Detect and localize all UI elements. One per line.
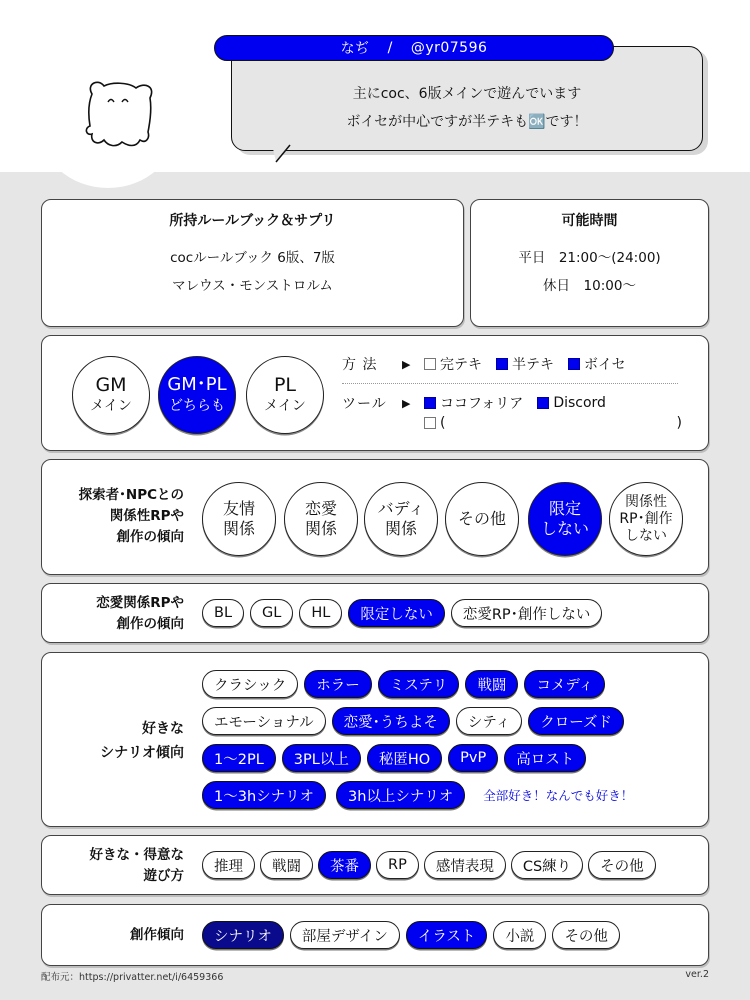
creation-option[interactable]: イラスト bbox=[406, 921, 488, 949]
scenario-card bbox=[41, 652, 709, 827]
role-option-sublabel: どちらも bbox=[169, 398, 225, 414]
relationship-option-romance[interactable] bbox=[284, 482, 358, 556]
tool-option-label: ココフォリア bbox=[440, 396, 524, 412]
scenario-option[interactable]: 1〜3hシナリオ bbox=[202, 781, 326, 809]
bio-line-2: ボイセが中心ですが半テキも🆗です！ bbox=[346, 113, 588, 130]
tools-other-row[interactable] bbox=[424, 415, 682, 431]
option-line: バディ bbox=[377, 499, 425, 518]
relationship-option-other[interactable] bbox=[445, 482, 519, 556]
checkbox-empty-icon bbox=[424, 417, 436, 429]
relationship-option-buddy[interactable] bbox=[364, 482, 438, 556]
method-row bbox=[342, 354, 640, 374]
romance-label bbox=[42, 593, 184, 635]
method-option-label: 完テキ bbox=[440, 357, 482, 373]
scenario-option[interactable]: 秘匿HO bbox=[367, 744, 442, 772]
method-option-label: 半テキ bbox=[512, 357, 554, 373]
rulebooks-title: 所持ルールブック＆サプリ bbox=[169, 213, 336, 229]
scenario-option[interactable]: エモーショナル bbox=[202, 707, 326, 735]
role-option-label: PL bbox=[273, 374, 297, 396]
label-line: 創作の傾向 bbox=[116, 616, 184, 632]
profile-handle: @yr07596 bbox=[410, 40, 488, 56]
profile-separator: / bbox=[387, 40, 393, 56]
scenario-option[interactable]: シティ bbox=[456, 707, 522, 735]
divider bbox=[342, 383, 678, 384]
profile-name-bar bbox=[214, 35, 614, 61]
bio-line-1: 主にcoc、6版メインで遊んでいます bbox=[352, 85, 582, 102]
playstyle-option[interactable]: 推理 bbox=[202, 851, 255, 879]
scenario-option[interactable]: コメディ bbox=[524, 670, 605, 698]
romance-option-none[interactable]: 恋愛RP･創作しない bbox=[451, 599, 603, 627]
checkbox-empty-icon bbox=[424, 358, 436, 370]
scenario-option[interactable]: 3PL以上 bbox=[282, 744, 361, 772]
relationship-card bbox=[41, 459, 709, 575]
option-line: その他 bbox=[457, 509, 506, 528]
role-option-gm[interactable] bbox=[72, 356, 150, 434]
scenario-option[interactable]: 高ロスト bbox=[504, 744, 586, 772]
role-card bbox=[41, 335, 709, 451]
scenario-option[interactable]: PvP bbox=[448, 744, 498, 772]
role-option-label: GM bbox=[95, 374, 127, 396]
scenario-note: 全部好き！なんでも好き！ bbox=[483, 788, 634, 803]
romance-option-gl[interactable]: GL bbox=[250, 599, 293, 627]
creation-option[interactable]: その他 bbox=[552, 921, 620, 949]
label-line: 好きな・得意な bbox=[89, 847, 184, 863]
romance-option-bl[interactable]: BL bbox=[202, 599, 244, 627]
option-line: しない bbox=[625, 527, 667, 544]
playstyle-option[interactable]: CS練り bbox=[511, 851, 583, 879]
role-option-pl[interactable] bbox=[246, 356, 324, 434]
checkbox-checked-icon bbox=[496, 358, 508, 370]
scenario-option[interactable]: 戦闘 bbox=[465, 670, 518, 698]
creation-option[interactable]: 小説 bbox=[493, 921, 546, 949]
relationship-option-unlimited[interactable] bbox=[528, 482, 602, 556]
option-line: 友情 bbox=[222, 499, 255, 518]
creation-option[interactable]: シナリオ bbox=[202, 921, 284, 949]
playstyle-option[interactable]: 戦闘 bbox=[260, 851, 313, 879]
label-line: 好きな bbox=[142, 721, 184, 737]
romance-card bbox=[41, 583, 709, 643]
romance-option-hl[interactable]: HL bbox=[299, 599, 342, 627]
option-line: 限定 bbox=[548, 499, 581, 518]
method-option-voice[interactable] bbox=[568, 354, 626, 374]
scenario-option[interactable]: 3h以上シナリオ bbox=[336, 781, 465, 809]
rulebook-item: マレウス・モンストロルム bbox=[172, 278, 333, 294]
arrow-right-icon: ▶ bbox=[402, 357, 411, 371]
tool-option-label: Discord bbox=[553, 395, 606, 411]
label-line: シナリオ傾向 bbox=[100, 745, 184, 761]
method-option-label: ボイセ bbox=[584, 357, 626, 373]
label-line: 遊び方 bbox=[143, 868, 184, 884]
role-option-sublabel: メイン bbox=[264, 398, 306, 414]
source-credit: 配布元：https://privatter.net/i/6459366 bbox=[41, 972, 224, 983]
checkbox-checked-icon bbox=[537, 397, 549, 409]
tools-other-open: ( bbox=[440, 415, 446, 431]
tools-label: ツール bbox=[342, 396, 387, 412]
version-label: ver.2 bbox=[685, 969, 709, 980]
creation-label: 創作傾向 bbox=[130, 927, 184, 943]
tool-option-ccfolia[interactable] bbox=[424, 393, 523, 413]
profile-name: なぢ bbox=[340, 41, 370, 57]
checkbox-checked-icon bbox=[424, 397, 436, 409]
label-line: 創作の傾向 bbox=[116, 529, 184, 545]
option-line: RP･創作 bbox=[619, 510, 673, 527]
creation-card bbox=[41, 904, 709, 966]
option-line: しない bbox=[540, 519, 589, 538]
creation-option[interactable]: 部屋デザイン bbox=[290, 921, 400, 949]
playstyle-card bbox=[41, 835, 709, 895]
tools-other-close: ) bbox=[676, 415, 682, 431]
scenario-option[interactable]: ホラー bbox=[304, 670, 372, 698]
scenario-label bbox=[42, 717, 184, 765]
scenario-option[interactable]: クラシック bbox=[202, 670, 298, 698]
playstyle-label bbox=[42, 845, 184, 887]
option-line: 関係 bbox=[384, 519, 417, 538]
relationship-option-none[interactable] bbox=[609, 482, 683, 556]
method-label: 方 法 bbox=[342, 357, 378, 373]
arrow-right-icon: ▶ bbox=[402, 396, 411, 410]
option-line: 関係性 bbox=[625, 493, 667, 510]
scenario-option[interactable]: 恋愛･うちよそ bbox=[332, 707, 450, 735]
weekday-time: 平日 21:00〜(24:00) bbox=[518, 250, 661, 266]
holiday-time: 休日 10:00〜 bbox=[543, 278, 636, 294]
role-option-sublabel: メイン bbox=[90, 398, 132, 414]
option-line: 関係 bbox=[304, 519, 337, 538]
option-line: 関係 bbox=[222, 519, 255, 538]
relationship-label bbox=[42, 485, 184, 548]
option-line: 恋愛 bbox=[304, 499, 337, 518]
checkbox-checked-icon bbox=[568, 358, 580, 370]
label-line: 恋愛関係RPや bbox=[96, 595, 184, 611]
playstyle-option[interactable]: 感情表現 bbox=[424, 851, 506, 879]
rulebooks-card bbox=[41, 199, 464, 327]
tool-option-discord[interactable] bbox=[537, 395, 606, 411]
method-option-full-text[interactable] bbox=[424, 354, 482, 374]
available-time-card bbox=[470, 199, 709, 327]
role-option-gm-pl[interactable] bbox=[158, 356, 236, 434]
playstyle-option[interactable]: その他 bbox=[588, 851, 656, 879]
ghost-avatar-icon bbox=[78, 74, 162, 158]
bubble-tail bbox=[268, 144, 298, 164]
available-time-title: 可能時間 bbox=[561, 213, 618, 229]
method-option-half-text[interactable] bbox=[496, 354, 554, 374]
scenario-option[interactable]: ミステリ bbox=[378, 670, 460, 698]
playstyle-option[interactable]: RP bbox=[376, 851, 419, 879]
rulebook-item: cocルールブック 6版、7版 bbox=[170, 250, 335, 266]
role-option-label: GM･PL bbox=[167, 374, 227, 395]
label-line: 探索者･NPCとの bbox=[78, 487, 184, 503]
bio-bubble bbox=[231, 46, 703, 151]
scenario-option[interactable]: クローズド bbox=[528, 707, 624, 735]
label-line: 関係性RPや bbox=[109, 508, 184, 524]
relationship-option-friendship[interactable] bbox=[202, 482, 276, 556]
romance-option-unlimited[interactable]: 限定しない bbox=[348, 599, 445, 627]
playstyle-option[interactable]: 茶番 bbox=[318, 851, 371, 879]
scenario-option[interactable]: 1〜2PL bbox=[202, 744, 276, 772]
tools-row bbox=[342, 393, 620, 413]
